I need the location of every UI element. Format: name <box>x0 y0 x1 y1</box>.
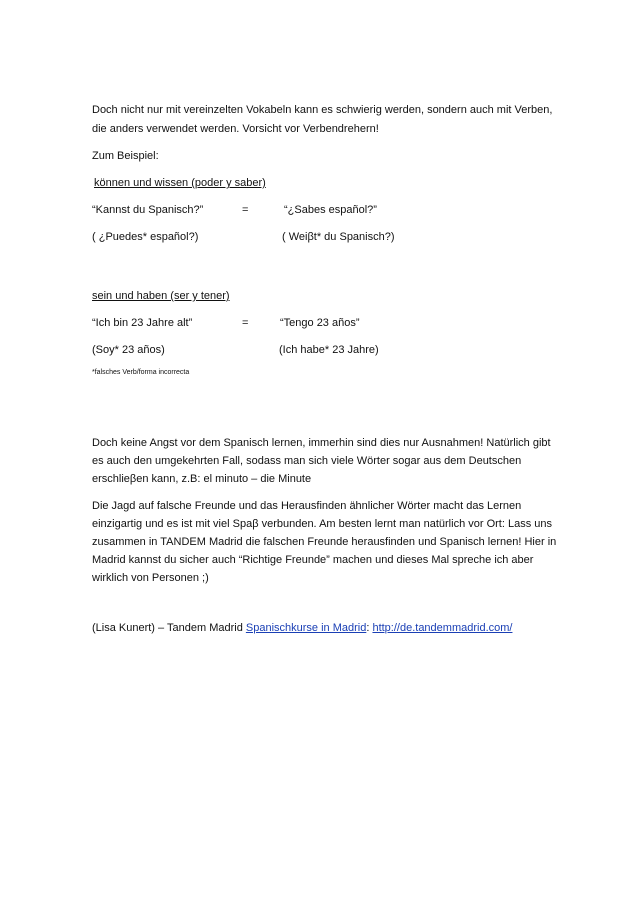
example1-row1-right: “¿Sabes español?” <box>284 204 377 216</box>
paragraph2-line-1: Die Jagd auf falsche Freunde und das Herausfinden ähnlicher Wörter macht das Lernen <box>92 500 522 512</box>
intro-line-2: die anders verwendet werden. Vorsicht vor Verbendrehern! <box>92 123 379 135</box>
paragraph2-line-5: wirklich von Personen ;) <box>92 572 209 584</box>
paragraph2-line-3: zusammen in TANDEM Madrid die falschen Freunde herausfinden und Spanisch lernen! Hier in <box>92 536 557 548</box>
example1-row1-equals: = <box>242 204 249 216</box>
example1-row2-left: ( ¿Puedes* español?) <box>92 231 199 243</box>
example1-heading: können und wissen (poder y saber) <box>94 177 266 189</box>
signature-line <box>92 621 512 635</box>
example2-row1-left: “Ich bin 23 Jahre alt” <box>92 317 193 329</box>
footnote: *falsches Verb/forma incorrecta <box>92 369 190 376</box>
paragraph2-line-4: Madrid kannst du sicher auch “Richtige Freunde” machen und dieses Mal spreche ich aber <box>92 554 534 566</box>
paragraph1-line-3: erschlieβen kann, z.B: el minuto – die Minute <box>92 473 312 485</box>
paragraph2-line-2: einzigartig und es ist mit viel Spaβ verbunden. Am besten lernt man natürlich vor Ort: Lass uns <box>92 518 552 530</box>
example1-row2-right: ( Weiβt* du Spanisch?) <box>282 231 395 243</box>
example-label: Zum Beispiel: <box>92 150 159 162</box>
example2-heading: sein und haben (ser y tener) <box>92 290 230 302</box>
spanischkurse-link[interactable]: Spanischkurse in Madrid <box>245 622 367 634</box>
example2-row1-right: “Tengo 23 años” <box>280 317 360 329</box>
example1-row1-left: “Kannst du Spanisch?” <box>92 204 204 216</box>
intro-line-1: Doch nicht nur mit vereinzelten Vokabeln kann es schwierig werden, sondern auch mit Verben, <box>92 104 553 116</box>
signature-prefix: (Lisa Kunert) – Tandem Madrid <box>92 622 246 634</box>
example2-row2-left: (Soy* 23 años) <box>92 344 165 356</box>
example2-row2-right: (Ich habe* 23 Jahre) <box>279 344 379 356</box>
paragraph1-line-1: Doch keine Angst vor dem Spanisch lernen, immerhin sind dies nur Ausnahmen! Natürlich gibt <box>92 437 551 449</box>
paragraph1-line-2: es auch den umgekehrten Fall, sodass man sich viele Wörter sogar aus dem Deutschen <box>92 455 522 467</box>
signature-separator: : <box>366 622 373 634</box>
tandem-madrid-url-link[interactable]: http://de.tandemmadrid.com/ <box>372 622 513 634</box>
example2-row1-equals: = <box>242 317 249 329</box>
